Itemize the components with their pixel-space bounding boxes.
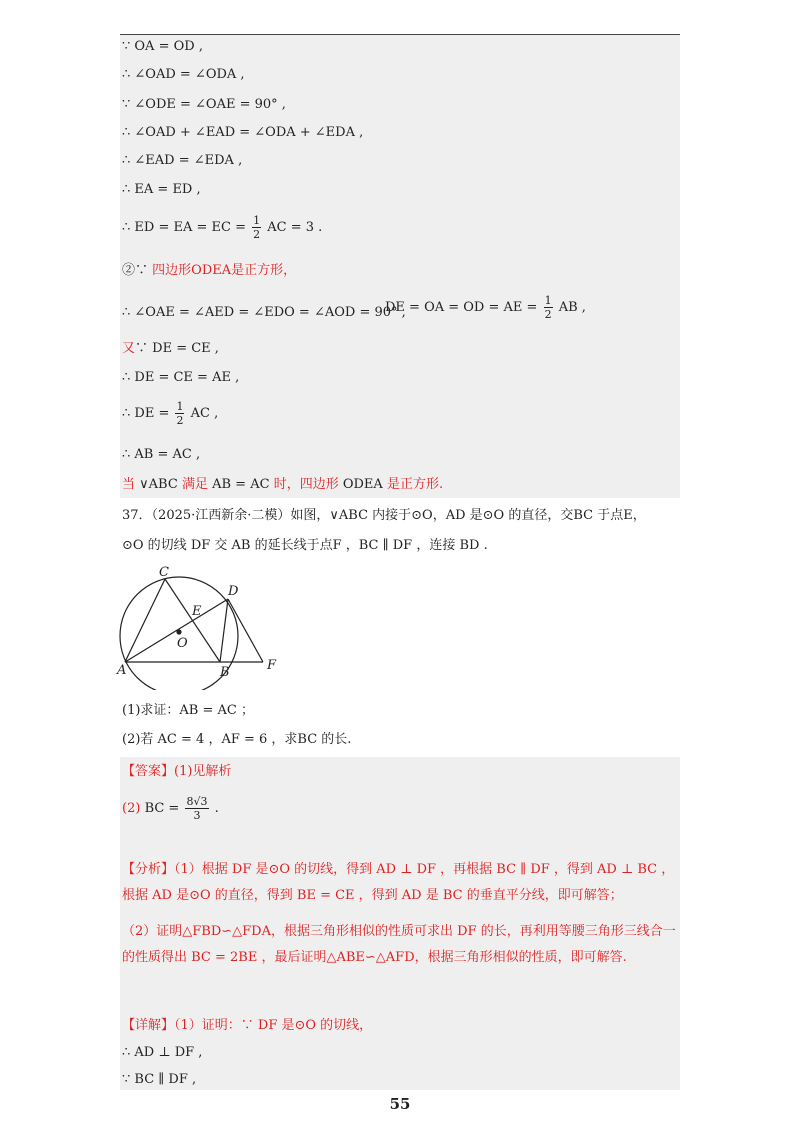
- analysis-paragraph-2: （2）证明△FBD∽△FDA，根据三角形相似的性质可求出 DF 的长，再利用等腰三角形三线合一的性质得出 BC = 2BE ，最后证明△ABE∽△AFD，根据三角形相似的性质，即可解答.: [122, 924, 676, 965]
- question-1: (1)求证：AB = AC ；: [122, 703, 254, 718]
- problem-37-line-2: ⊙O 的切线 DF 交 AB 的延长线于点F ，BC ∥ DF ，连接 BD .: [122, 538, 488, 553]
- detail-line-1: 【详解】（1）证明：∵ DF 是⊙O 的切线，: [122, 1018, 373, 1033]
- label-b: B: [220, 665, 230, 680]
- solution-line-5: ∴ ∠EAD = ∠EDA ,: [122, 153, 243, 168]
- fraction-one-half: [175, 400, 184, 427]
- segment-df: [228, 599, 263, 662]
- answer-part-2-prefix: (2): [122, 801, 141, 816]
- fraction-denominator: 2: [253, 228, 261, 241]
- fraction-numerator: 1: [544, 294, 552, 307]
- segment-db: [220, 599, 228, 662]
- fraction-one-half: [252, 214, 261, 241]
- solution-line-7-text: ∴ ED = EA = EC =: [122, 220, 246, 235]
- solution-line-10: [122, 340, 219, 358]
- page-number: 55: [389, 1095, 411, 1113]
- answer-label: 【答案】(1)见解析: [122, 764, 232, 779]
- conclusion-black-1: ∨ABC: [139, 477, 178, 492]
- solution-line-3: ∵ ∠ODE = ∠OAE = 90° ,: [122, 97, 286, 112]
- fraction-denominator: 2: [176, 414, 184, 427]
- solution-line-11: ∴ DE = CE = AE ,: [122, 370, 240, 385]
- answer-tail: .: [214, 801, 219, 816]
- fraction-numerator: 8√3: [186, 795, 208, 808]
- solution-line-2: ∴ ∠OAD = ∠ODA ,: [122, 67, 245, 82]
- solution-line-9-left: ∴ ∠OAE = ∠AED = ∠EDO = ∠AOD = 90° ,: [122, 305, 406, 320]
- conclusion-black-2: AB = AC: [212, 477, 270, 492]
- fraction-denominator: 2: [544, 308, 552, 321]
- detail-line-2: ∴ AD ⊥ DF ,: [122, 1045, 203, 1060]
- label-e: E: [192, 604, 202, 619]
- geometry-figure: [115, 565, 285, 690]
- fraction-8-root-3-over-3: [185, 795, 208, 822]
- solution-line-9-right: [385, 294, 586, 321]
- label-f: F: [267, 658, 277, 673]
- label-o: O: [177, 636, 188, 651]
- solution-line-4: ∴ ∠OAD + ∠EAD = ∠ODA + ∠EDA ,: [122, 125, 364, 140]
- solution-line-10-red: 又: [122, 341, 136, 356]
- fraction-denominator: 3: [193, 809, 201, 822]
- fraction-one-half: [544, 294, 553, 321]
- solution-line-8: [122, 262, 296, 280]
- solution-line-7: [122, 214, 322, 241]
- solution-line-12-tail: AC ,: [190, 406, 219, 421]
- solution-line-7-tail: AC = 3 .: [267, 220, 323, 235]
- answer-bc-equation: BC =: [144, 801, 180, 816]
- problem-37-line-1: 37．（2025·江西新余·二模）如图，∨ABC 内接于⊙O，AD 是⊙O 的直径，交BC 于点E，: [122, 508, 646, 523]
- analysis-paragraph-1: 【分析】（1）根据 DF 是⊙O 的切线，得到 AD ⊥ DF ，再根据 BC ∥ DF ，得到 AD ⊥ BC ，根据 AD 是⊙O 的直径，得到 BE = CE ，得到 AD 是 BC 的垂直平分线，即可解答；: [122, 862, 675, 903]
- solution-line-9-right-text: DE = OA = OD = AE =: [385, 300, 538, 315]
- conclusion-red-1: 当: [122, 477, 136, 492]
- question-2: (2)若 AC = 4 ，AF = 6 ，求BC 的长.: [122, 732, 352, 747]
- solution-line-13: ∴ AB = AC ,: [122, 447, 201, 462]
- solution-line-8-red: 四边形ODEA是正方形，: [152, 263, 297, 278]
- solution-line-8-prefix: ②∵: [122, 263, 149, 278]
- fraction-numerator: 1: [176, 400, 184, 413]
- conclusion-black-3: ODEA: [342, 477, 383, 492]
- conclusion-red-3: 时，四边形: [273, 477, 339, 492]
- center-point: [176, 629, 181, 634]
- label-c: C: [159, 565, 169, 580]
- conclusion-red-2: 满足: [181, 477, 208, 492]
- solution-line-9: [122, 304, 406, 322]
- detail-line-3: ∵ BC ∥ DF ,: [122, 1072, 197, 1087]
- solution-line-1: ∵ OA = OD ,: [122, 39, 203, 54]
- solution-line-12: [122, 400, 218, 427]
- solution-line-6: ∴ EA = ED ,: [122, 182, 201, 197]
- solution-line-10-text: ∵ DE = CE ,: [135, 341, 219, 356]
- label-a: A: [117, 663, 127, 678]
- label-d: D: [228, 584, 239, 599]
- solution-line-12-text: ∴ DE =: [122, 406, 170, 421]
- answer-part-2: [122, 795, 219, 822]
- solution-line-9-right-tail: AB ,: [558, 300, 586, 315]
- solution-line-14: [122, 476, 443, 494]
- fraction-numerator: 1: [253, 214, 261, 227]
- conclusion-red-4: 是正方形.: [386, 477, 444, 492]
